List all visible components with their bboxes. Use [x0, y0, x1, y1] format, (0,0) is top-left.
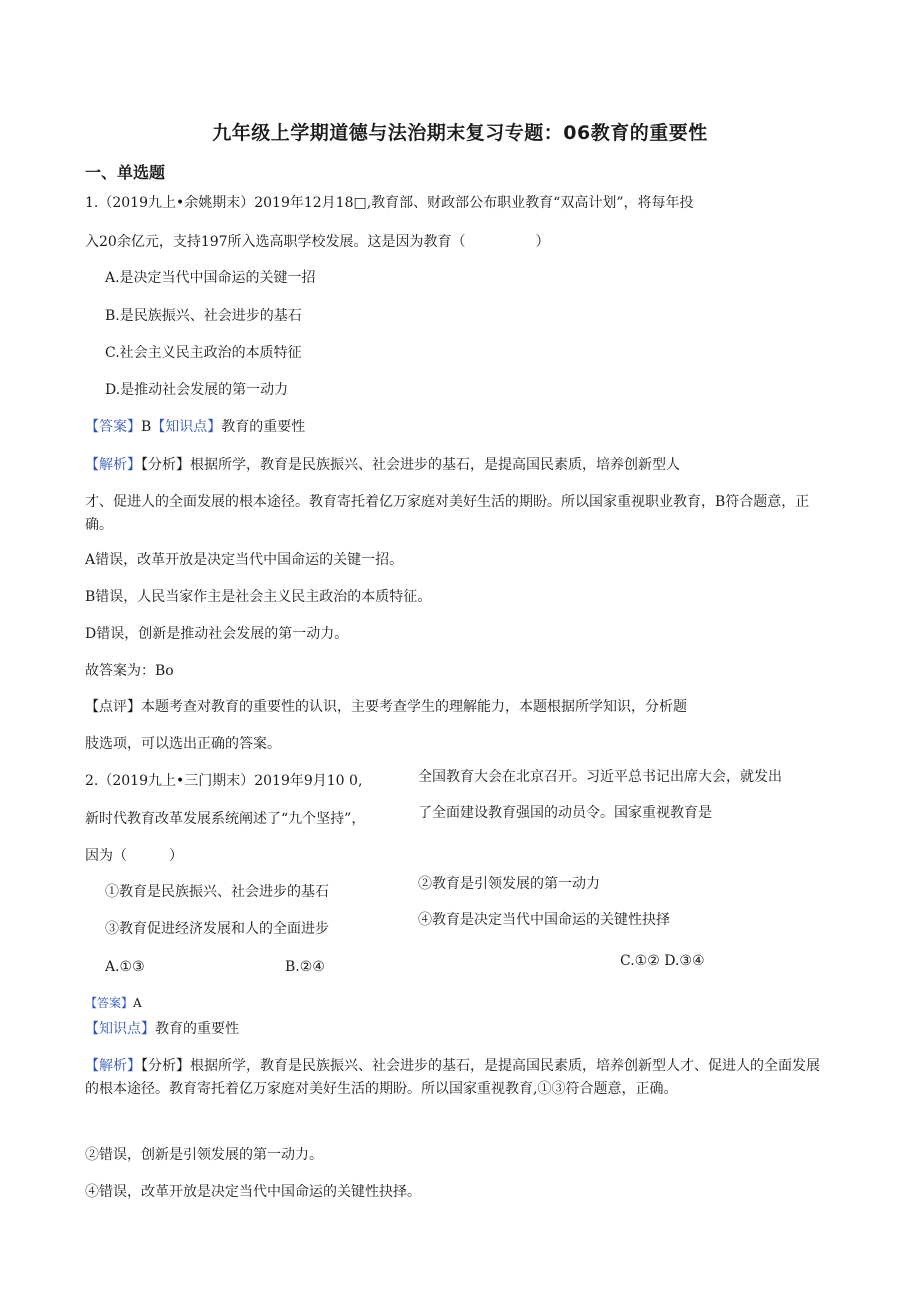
q2-statement-4: ④教育是决定当代中国命运的关键性抉择 — [418, 912, 670, 928]
q2-answer-row — [85, 994, 142, 1011]
q1-analysis-text: 【分析】根据所学，教育是民族振兴、社会进步的基石，是提高国民素质，培养创新型人 — [141, 457, 680, 473]
q1-error-d: D错误，创新是推动社会发展的第一动力。 — [85, 626, 349, 642]
q1-analysis-paragraph: 才、促进人的全面发展的根本途径。教育寄托着亿万家庭对美好生活的期盼。所以国家重视职业教育，B符合题意，正确。 — [85, 494, 810, 533]
q2-analysis-paragraph — [85, 1055, 830, 1101]
q1-final-answer: 故答案为：Bo — [85, 663, 174, 679]
q1-knowledge-value: 教育的重要性 — [221, 419, 306, 435]
q2-knowledge-value: 教育的重要性 — [155, 1021, 239, 1037]
q1-error-b: B错误，人民当家作主是社会主义民主政治的本质特征。 — [85, 589, 432, 605]
q2-right-line1: 全国教育大会在北京召开。习近平总书记出席大会，就发出 — [418, 769, 782, 785]
q1-analysis-line1 — [85, 455, 680, 475]
q2-analysis-text: 【分析】根据所学，教育是民族振兴、社会进步的基石，是提高国民素质，培养创新型人才、促进人的全面发展的根本途径。教育寄托着亿万家庭对美好生活的期盼。所以国家重视教育,①③符合题意，正确。 — [85, 1058, 820, 1097]
q2-statement-3: ③教育促进经济发展和人的全面进步 — [105, 921, 329, 937]
q2-knowledge-row — [85, 1019, 239, 1039]
q1-stem-line1: 1.（2019九上•余姚期末）2019年12月18□,教育部、财政部公布职业教育“双高计划”，将每年投 — [85, 195, 694, 211]
answer-tag: 【答案】 — [85, 996, 134, 1010]
analysis-tag: 【解析】 — [85, 1058, 141, 1074]
q1-comment-line1: 【点评】本题考查对教育的重要性的认识，主要考查学生的理解能力，本题根据所学知识，分析题 — [85, 699, 687, 715]
q1-answer-row — [85, 417, 305, 437]
q2-left-line1: 2.（2019九上•三门期末）2019年9月10 0, — [85, 773, 363, 789]
section-heading: 一、单选题 — [85, 163, 166, 182]
q2-statement-1: ①教育是民族振兴、社会进步的基石 — [105, 884, 329, 900]
q2-statement-2: ②教育是引领发展的第一动力 — [418, 876, 600, 892]
q1-stem-line2: 入20余亿元，支持197所入选高职学校发展。这是因为教育（ ） — [85, 234, 550, 250]
q2-error-4: ④错误，改革开放是决定当代中国命运的关键性抉择。 — [85, 1184, 421, 1200]
q1-error-a: A错误，改革开放是决定当代中国命运的关键一招。 — [85, 552, 404, 568]
q2-option-cd: C.①② D.③④ — [620, 953, 705, 969]
q2-option-a: A.①③ — [105, 959, 145, 975]
q1-answer-value: B — [141, 419, 152, 435]
q1-option-d: D.是推动社会发展的第一动力 — [105, 382, 289, 398]
q2-left-line2: 新时代教育改革发展系统阐述了“九个坚持”， — [85, 811, 366, 827]
q2-right-line2: 了全面建设教育强国的动员令。国家重视教育是 — [418, 805, 712, 821]
knowledge-tag: 【知识点】 — [151, 419, 222, 435]
q1-comment-line2: 肢选项，可以选出正确的答案。 — [85, 736, 281, 752]
knowledge-tag: 【知识点】 — [85, 1021, 155, 1037]
q1-option-b: B.是民族振兴、社会进步的基石 — [105, 308, 302, 324]
document-title: 九年级上学期道德与法治期末复习专题：06教育的重要性 — [212, 122, 708, 144]
answer-tag: 【答案】 — [85, 419, 141, 435]
q2-error-2: ②错误，创新是引领发展的第一动力。 — [85, 1147, 323, 1163]
q1-option-a: A.是决定当代中国命运的关键一招 — [105, 270, 316, 286]
q1-option-c: C.社会主义民主政治的本质特征 — [105, 345, 302, 361]
q2-left-line3: 因为（ ） — [85, 848, 183, 864]
analysis-tag: 【解析】 — [85, 457, 141, 473]
q2-answer-value: A — [133, 996, 142, 1010]
q2-option-b: B.②④ — [285, 959, 325, 975]
